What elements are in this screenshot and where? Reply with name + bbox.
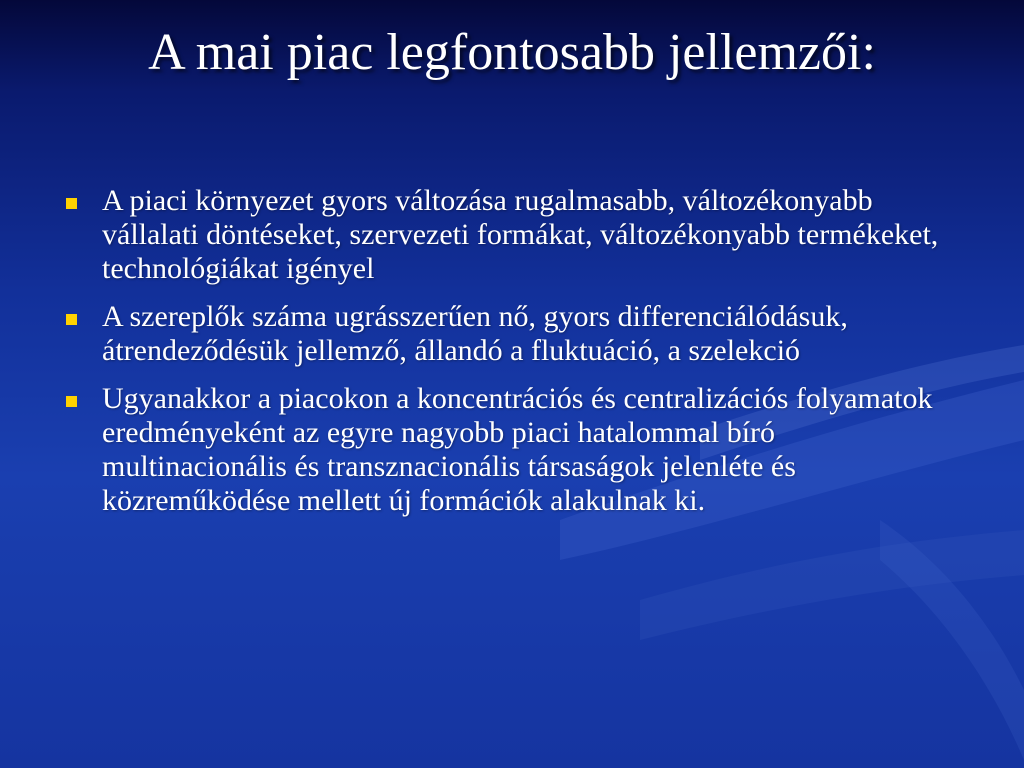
bullet-item — [56, 382, 956, 518]
bullet-list — [56, 184, 956, 532]
bullet-text: A szereplők száma ugrásszerűen nő, gyors differenciálódásuk, átrendeződésük jellemző, állandó a fluktuáció, a szelekció — [102, 300, 848, 367]
square-bullet-icon — [66, 198, 77, 209]
square-bullet-icon — [66, 314, 77, 325]
bullet-item — [56, 184, 956, 286]
bullet-text: Ugyanakkor a piacokon a koncentrációs és centralizációs folyamatok eredményeként az egyre nagyobb piaci hatalommal bíró multinacionális és transznacionális társaságok jelenléte és közreműködése mellett új formációk alakulnak ki. — [102, 382, 933, 517]
bullet-text: A piaci környezet gyors változása rugalmasabb, változékonyabb vállalati döntéseket, szervezeti formákat, változékonyabb termékeket, technológiákat igényel — [102, 184, 939, 285]
bullet-item — [56, 300, 956, 368]
slide-title: A mai piac legfontosabb jellemzői: — [148, 24, 876, 81]
square-bullet-icon — [66, 396, 77, 407]
